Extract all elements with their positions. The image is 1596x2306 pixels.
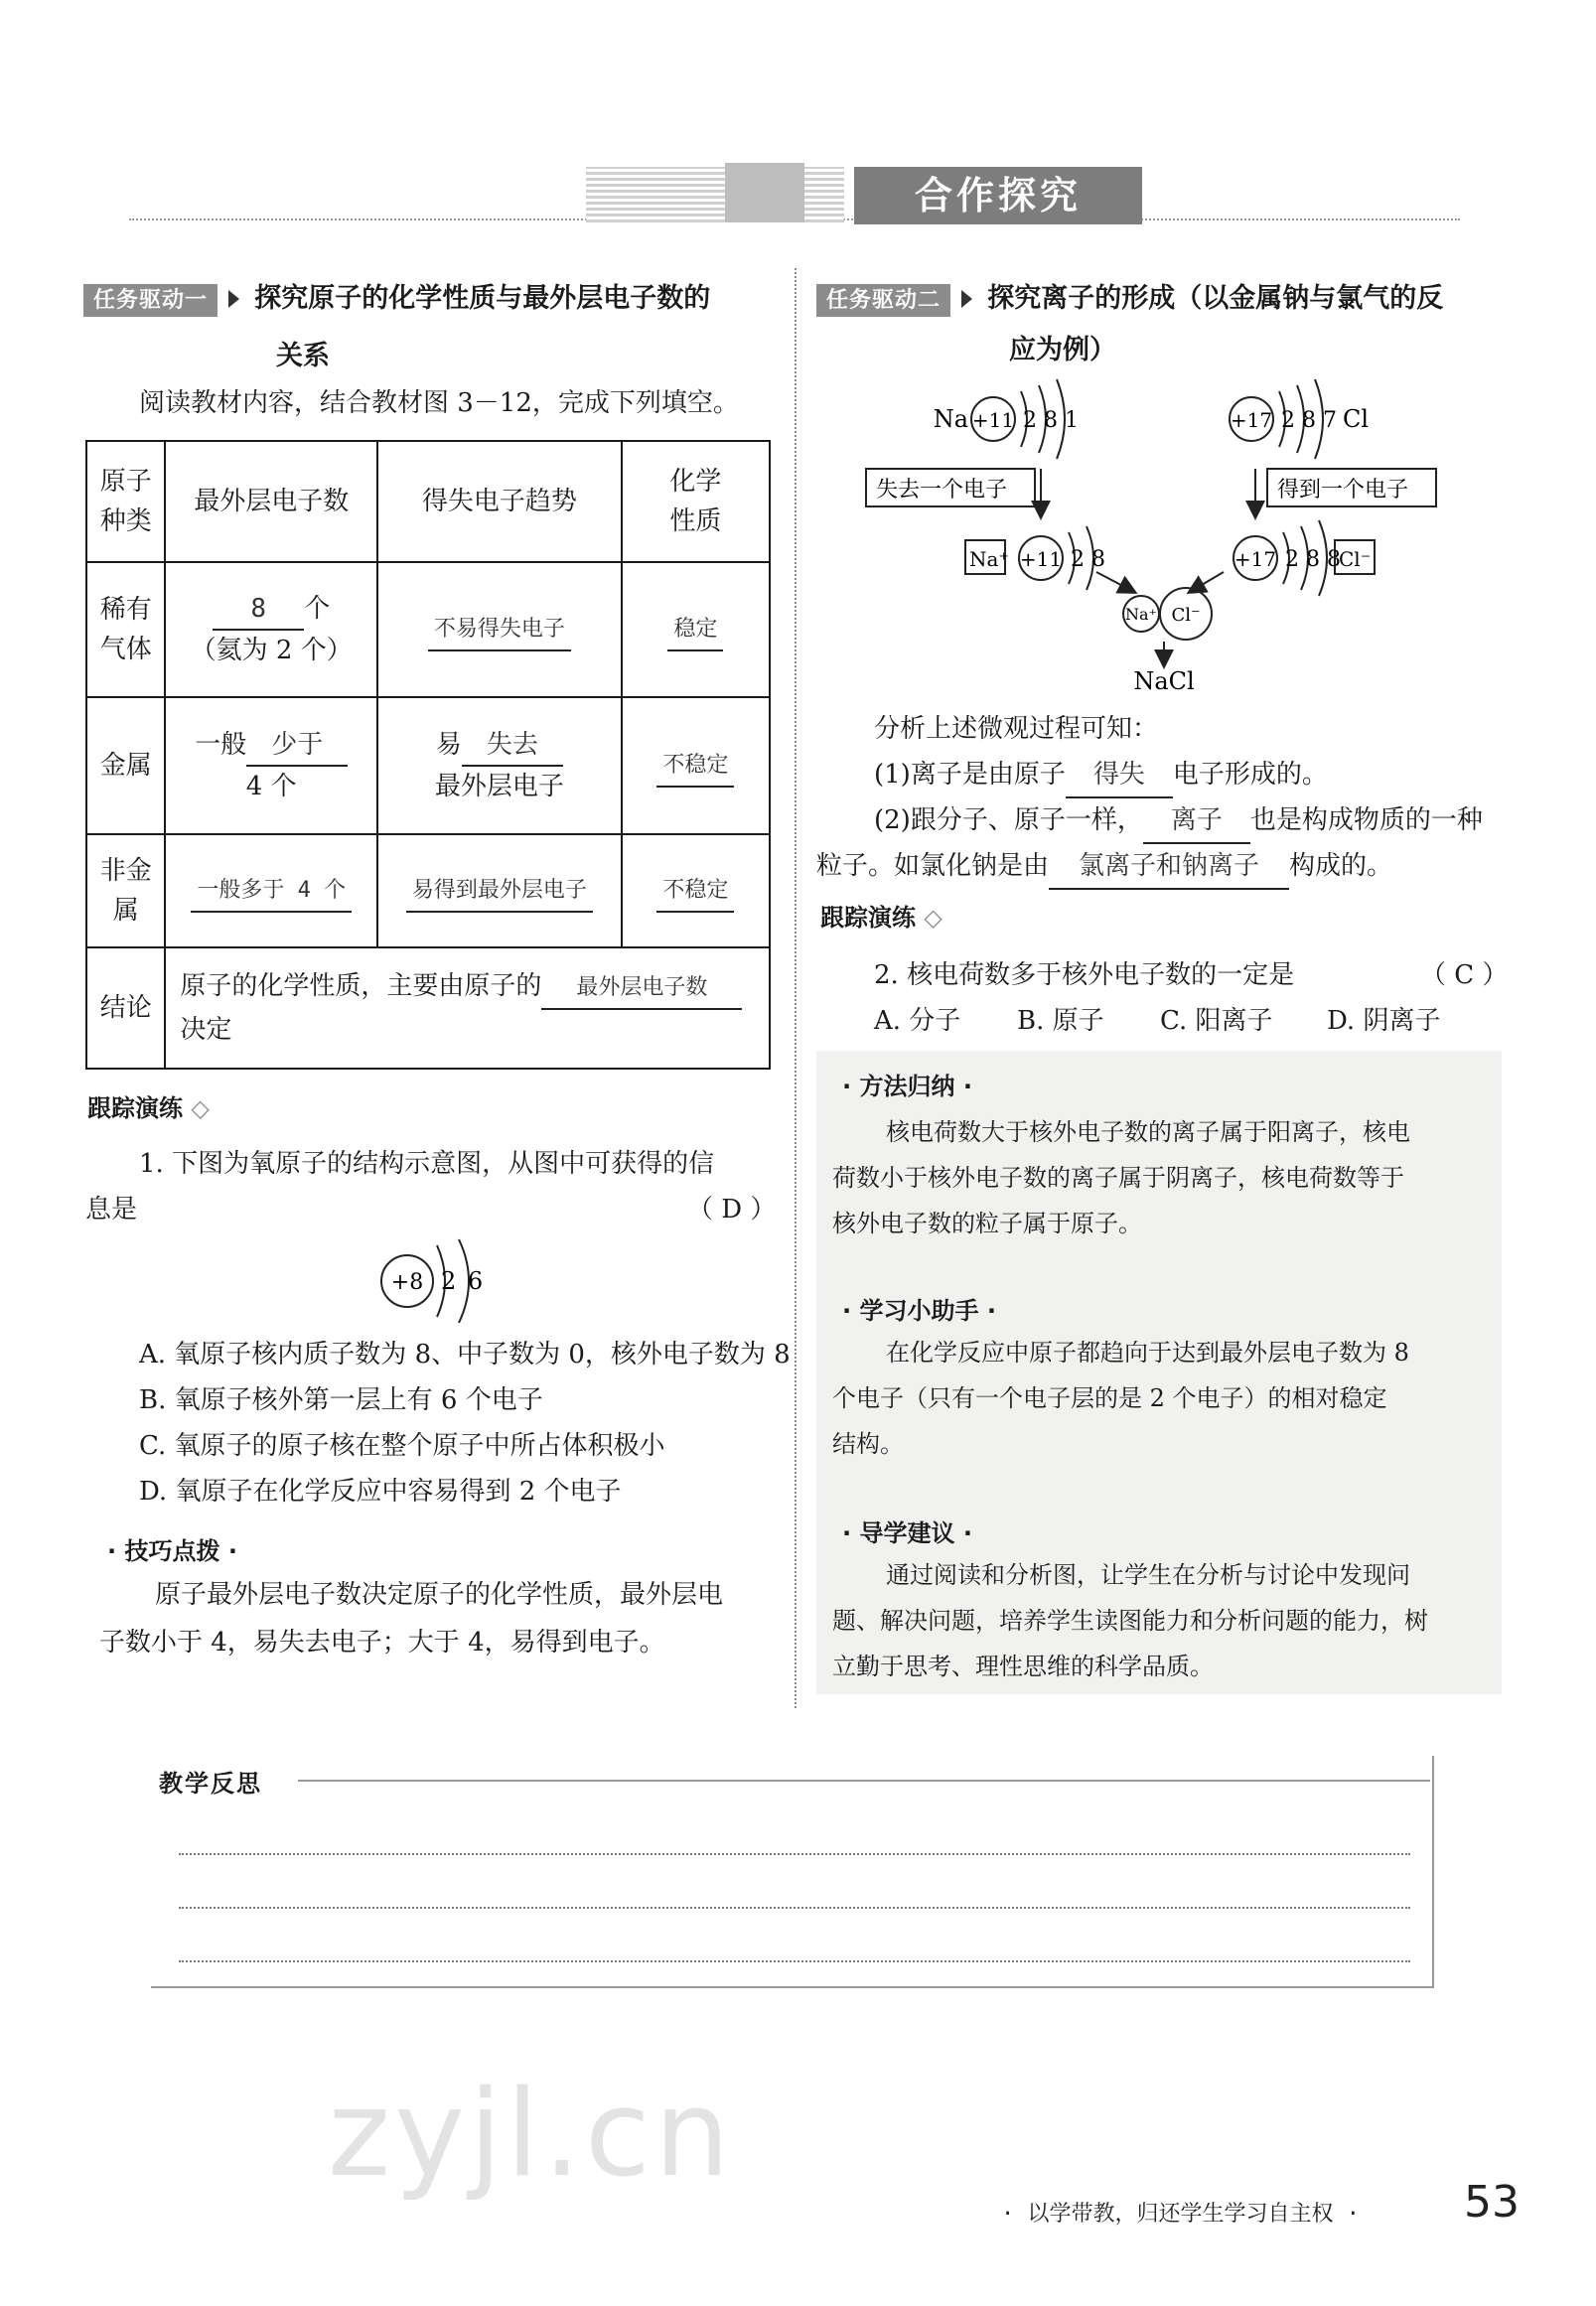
- noble-prop-blank: 稳定: [667, 610, 723, 651]
- p2-option-a: A. 分子: [874, 1006, 961, 1036]
- conclusion-blank: 最外层电子数: [541, 968, 742, 1010]
- task1-instruction: 阅读教材内容，结合教材图 3－12，完成下列填空。: [139, 388, 739, 418]
- na-symbol: Na: [933, 405, 968, 433]
- cl-ion-shells-label: 2 8 8: [1285, 547, 1341, 572]
- table-row: [86, 947, 770, 1069]
- practice1-heading: 跟踪演练 ◇: [87, 1094, 210, 1122]
- th-outer-electrons: 最外层电子数: [165, 441, 377, 562]
- p2-option-d: D. 阴离子: [1327, 1006, 1441, 1036]
- practice2-answer: （ C ）: [1420, 960, 1509, 990]
- practice2-heading: 跟踪演练 ◇: [820, 904, 943, 932]
- analysis-3: 粒子。如氯化钠是由 氯离子和钠离子 构成的。: [816, 844, 1392, 890]
- option-b: B. 氧原子核外第一层上有 6 个电子: [139, 1385, 543, 1415]
- cell-noble-count: 8 个 （氦为 2 个）: [165, 562, 377, 697]
- play-icon: [228, 290, 239, 308]
- nonmetal-prop-blank: 不稳定: [656, 871, 734, 913]
- cell-noble-prop: [622, 562, 770, 697]
- na-shells-label: 2 8 1: [1023, 408, 1079, 433]
- cl-symbol: Cl: [1343, 405, 1370, 433]
- practice1-question: 1. 下图为氧原子的结构示意图，从图中可获得的信: [139, 1149, 715, 1179]
- helper-line2: 个电子（只有一个电子层的是 2 个电子）的相对稳定: [832, 1384, 1387, 1412]
- option-d: D. 氧原子在化学反应中容易得到 2 个电子: [139, 1477, 622, 1507]
- na-nucleus-label: +11: [971, 408, 1015, 432]
- task2-tag: 任务驱动二: [816, 284, 950, 317]
- metal-trend-blank: 失去: [462, 725, 563, 767]
- reflection-box: [151, 1756, 1434, 1988]
- cell-nonmetal-count: [165, 834, 377, 947]
- page-number: 53: [1464, 2177, 1520, 2228]
- analysis-1: (1)离子是由原子 得失 电子形成的。: [874, 753, 1328, 798]
- cell-metal-count: 一般 少于 4 个: [165, 697, 377, 834]
- table-row: [86, 697, 770, 834]
- cell-nonmetal-prop: [622, 834, 770, 947]
- ion-formation-diagram: [854, 377, 1510, 705]
- cell-nonmetal-trend: [377, 834, 622, 947]
- cl-ion-nucleus-label: +17: [1233, 547, 1277, 571]
- na-ion-label: Na⁺: [969, 547, 1009, 571]
- cell-noble-gas: 稀有 气体: [86, 562, 165, 697]
- task1-title: 探究原子的化学性质与最外层电子数的: [254, 283, 711, 314]
- play-icon: [961, 290, 972, 308]
- guide-heading: · 导学建议 ·: [842, 1519, 972, 1547]
- cl-shells-label: 2 8 7: [1281, 408, 1337, 433]
- oxygen-nucleus-label: +8: [390, 1270, 424, 1295]
- cell-noble-trend: [377, 562, 622, 697]
- th-trend: 得失电子趋势: [377, 441, 622, 562]
- method-line1: 核电荷数大于核外电子数的离子属于阳离子，核电: [886, 1118, 1410, 1146]
- reflection-heading: 教学反思: [159, 1770, 262, 1798]
- guide-line3: 立勤于思考、理性思维的科学品质。: [832, 1653, 1214, 1680]
- option-c: C. 氧原子的原子核在整个原子中所占体积极小: [139, 1431, 665, 1461]
- cell-nonmetal: 非金属: [86, 834, 165, 947]
- task2-title: 探究离子的形成（以金属钠与氯气的反: [987, 283, 1444, 314]
- reflection-line-1: [179, 1853, 1410, 1855]
- practice2-question: 2. 核电荷数多于核外电子数的一定是: [874, 960, 1295, 990]
- analysis-text: 分析上述微观过程可知：: [874, 714, 1159, 744]
- section-title: 合作探究: [854, 167, 1142, 224]
- cell-conclusion: 原子的化学性质，主要由原子的 最外层电子数 决定: [165, 947, 770, 1069]
- tip-line1: 原子最外层电子数决定原子的化学性质，最外层电: [155, 1580, 724, 1610]
- cell-metal-trend: 易 失去 最外层电子: [377, 697, 622, 834]
- cl-ion-label: Cl⁻: [1339, 547, 1372, 571]
- cell-metal: 金属: [86, 697, 165, 834]
- tip-heading: · 技巧点拨 ·: [107, 1537, 237, 1565]
- helper-line1: 在化学反应中原子都趋向于达到最外层电子数为 8: [886, 1339, 1409, 1367]
- metal-prop-blank: 不稳定: [656, 746, 734, 788]
- reflection-top-rule: [298, 1780, 1430, 1782]
- cl-nucleus-label: +17: [1230, 408, 1273, 432]
- practice1-question-cont: 息是: [85, 1195, 138, 1225]
- guide-line1: 通过阅读和分析图，让学生在分析与讨论中发现问: [886, 1561, 1410, 1589]
- task1-title-cont: 关系: [276, 341, 330, 371]
- lose-electron-label: 失去一个电子: [876, 478, 1008, 503]
- diamond-icon: ◇: [183, 1094, 210, 1122]
- helper-line3: 结构。: [832, 1430, 904, 1458]
- task2-title-cont: 应为例）: [1009, 335, 1116, 365]
- table-row: [86, 834, 770, 947]
- oxygen-shell-label: 2 6: [441, 1267, 486, 1295]
- watermark: zyjl.cn: [328, 2066, 734, 2204]
- th-property: 化学 性质: [622, 441, 770, 562]
- footer-slogan: · 以学带教，归还学生学习自主权 ·: [1001, 2202, 1360, 2227]
- na-ion-shells-label: 2 8: [1071, 547, 1105, 572]
- nonmetal-count-blank: 一般多于 4 个: [191, 871, 352, 913]
- na-ion-nucleus-label: +11: [1019, 547, 1063, 571]
- cell-metal-prop: [622, 697, 770, 834]
- product-label: NaCl: [1133, 667, 1195, 695]
- analysis-2: (2)跟分子、原子一样， 离子 也是构成物质的一种: [874, 798, 1483, 844]
- column-divider: [795, 268, 797, 1708]
- table-row: [86, 562, 770, 697]
- p2-option-b: B. 原子: [1017, 1006, 1104, 1036]
- method-line2: 荷数小于核外电子数的离子属于阴离子，核电荷数等于: [832, 1164, 1404, 1192]
- atom-table: [85, 440, 771, 1070]
- reflection-line-2: [179, 1907, 1410, 1909]
- pair-cl-label: Cl⁻: [1171, 605, 1201, 626]
- task2-header: [816, 276, 1443, 315]
- reflection-line-3: [179, 1960, 1410, 1962]
- oxygen-diagram: [367, 1231, 507, 1331]
- a3-blank: 氯离子和钠离子: [1049, 844, 1289, 890]
- a1-blank: 得失: [1066, 753, 1173, 798]
- p2-option-c: C. 阳离子: [1160, 1006, 1273, 1036]
- practice1-answer: （ D ）: [687, 1195, 777, 1225]
- cell-conclusion-label: 结论: [86, 947, 165, 1069]
- method-heading: · 方法归纳 ·: [842, 1073, 972, 1100]
- gain-electron-label: 得到一个电子: [1277, 478, 1409, 503]
- guide-line2: 题、解决问题，培养学生读图能力和分析问题的能力，树: [832, 1607, 1428, 1635]
- header-ornament: [586, 167, 844, 222]
- tip-line2: 子数小于 4，易失去电子；大于 4，易得到电子。: [99, 1628, 665, 1657]
- th-atom-type: 原子 种类: [86, 441, 165, 562]
- diamond-icon: ◇: [916, 904, 943, 932]
- helper-heading: · 学习小助手 ·: [842, 1297, 996, 1325]
- method-line3: 核外电子数的粒子属于原子。: [832, 1210, 1142, 1237]
- task1-tag: 任务驱动一: [83, 284, 218, 317]
- nonmetal-trend-blank: 易得到最外层电子: [406, 871, 593, 913]
- metal-count-blank: 少于: [246, 725, 348, 767]
- noble-count-blank: 8: [213, 589, 304, 631]
- header-bar: [725, 163, 804, 222]
- a2-blank: 离子: [1143, 798, 1250, 844]
- task1-header: [83, 276, 710, 315]
- pair-na-label: Na⁺: [1125, 605, 1157, 624]
- noble-trend-blank: 不易得失电子: [428, 610, 571, 651]
- option-a: A. 氧原子核内质子数为 8、中子数为 0，核外电子数为 8: [139, 1340, 791, 1369]
- header-banner: [129, 159, 1460, 238]
- na-ion-arrow: [1096, 572, 1134, 592]
